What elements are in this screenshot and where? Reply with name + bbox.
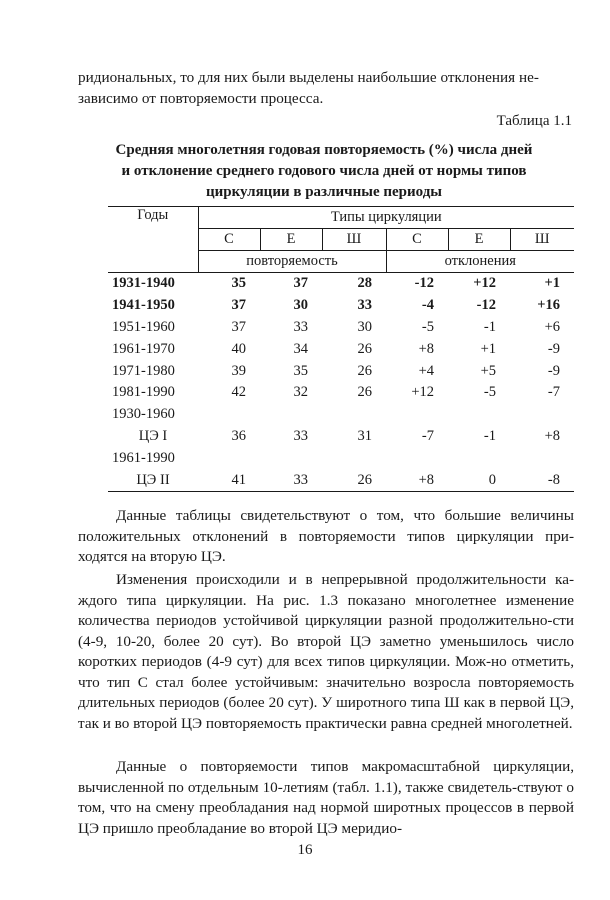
table-title-line-1: Средняя многолетняя годовая повторяемость (%) числа дней	[115, 142, 533, 158]
table-title-line-3: циркуляции в различные периоды	[205, 184, 443, 200]
table-cell: +8	[544, 427, 560, 444]
table-cell: 26	[322, 469, 386, 491]
table-cell: -1	[483, 427, 496, 444]
row-year: 1931-1940	[112, 275, 175, 292]
table-row	[108, 317, 574, 339]
table-row	[108, 404, 574, 426]
table-cell: 37	[231, 318, 246, 335]
header-type: Е	[260, 229, 322, 251]
table-cell: 26	[357, 340, 372, 357]
header-type: С	[198, 229, 260, 251]
row-epoch-label: ЦЭ I	[138, 427, 168, 444]
table-cell: +6	[544, 318, 560, 335]
table-cell: 26	[357, 384, 372, 401]
table-cell: -9	[547, 362, 560, 379]
table-cell: +8	[386, 469, 448, 491]
table-cell: +1	[544, 275, 560, 292]
table-row	[108, 295, 574, 317]
header-type: Е	[448, 229, 510, 251]
paragraph-2: Изменения происходили и в непрерывной продолжительности ка-ждого типа циркуляции. На рис. 1.3 показано многолетнее изменение количества периодов устойчивой циркуляции разной продолжительно-сти (4-9, 10-20, более 20 сут). Во второй ЦЭ заметно уменьшилось число коротких периодов (4-9 сут) для всех типов циркуляции. Мож-но отметить, что тип С стал более устойчивым: значительно возросла повторяемость длительных периодов (более 20 сут). У широтного типа Ш как в первой ЦЭ, так и во второй ЦЭ повторяемость практически равна средней многолетней.	[78, 571, 574, 732]
header-circulation-types: Типы циркуляции	[198, 207, 574, 229]
header-frequency: повторяемость	[198, 251, 386, 273]
table-row	[108, 273, 574, 295]
table-cell: 35	[293, 362, 308, 379]
circulation-table	[108, 206, 574, 492]
table-cell: +16	[537, 297, 560, 314]
table-cell: -9	[547, 340, 560, 357]
table-row	[108, 469, 574, 491]
table-cell: 33	[293, 427, 308, 444]
table-cell: -12	[476, 297, 496, 314]
table-cell: +12	[411, 384, 434, 401]
table-row	[108, 360, 574, 382]
table-cell: -5	[421, 318, 434, 335]
table-cell: +8	[418, 340, 434, 357]
row-year: 1961-1970	[112, 340, 175, 357]
header-deviations: отклонения	[386, 251, 574, 273]
paragraph-1: Данные таблицы свидетельствуют о том, что большие величины положительных отклонений в повторяемости типов циркуляции при-ходятся на вторую ЦЭ.	[78, 507, 574, 565]
table-cell: 33	[293, 318, 308, 335]
row-year: 1981-1990	[112, 384, 175, 401]
table-cell: 30	[357, 318, 372, 335]
header-type: Ш	[322, 229, 386, 251]
table-label: Таблица 1.1	[496, 113, 572, 129]
table-cell: 33	[260, 469, 322, 491]
table-cell: 37	[231, 297, 246, 314]
table-cell: -1	[483, 318, 496, 335]
table-cell: -7	[421, 427, 434, 444]
table-cell: +1	[480, 340, 496, 357]
table-cell: 40	[231, 340, 246, 357]
table-cell: -5	[483, 384, 496, 401]
table-cell: 42	[231, 384, 246, 401]
table-cell: -4	[421, 297, 434, 314]
table-row	[108, 447, 574, 469]
paragraph-intro-line-2: зависимо от повторяемости процесса.	[78, 89, 324, 107]
table-cell: 33	[357, 297, 372, 314]
table-row	[108, 382, 574, 404]
table-cell: -8	[510, 469, 574, 491]
table-cell: 26	[357, 362, 372, 379]
table-cell: +4	[418, 362, 434, 379]
table-cell: 32	[293, 384, 308, 401]
paragraph-intro	[78, 68, 574, 109]
table-cell: 36	[231, 427, 246, 444]
table-cell: 37	[293, 275, 308, 292]
table-title	[68, 140, 580, 203]
header-type: С	[386, 229, 448, 251]
page-number: 16	[297, 842, 313, 858]
table-cell: +5	[480, 362, 496, 379]
row-epoch-label: ЦЭ II	[108, 469, 198, 491]
header-type: Ш	[510, 229, 574, 251]
table-row	[108, 426, 574, 448]
table-cell: 41	[198, 469, 260, 491]
table-cell: 31	[357, 427, 372, 444]
table-cell: 30	[293, 297, 308, 314]
table-cell: 35	[231, 275, 246, 292]
header-years: Годы	[108, 207, 198, 273]
table-cell: 39	[231, 362, 246, 379]
row-year: 1941-1950	[112, 297, 175, 314]
row-year: 1961-1990	[112, 449, 175, 466]
row-year: 1951-1960	[112, 318, 175, 335]
table-cell: 28	[357, 275, 372, 292]
paragraph-3: Данные о повторяемости типов макромасштабной циркуляции, вычисленной по отдельным 10-летиям (табл. 1.1), также свидетель-ствуют о том, что на смену преобладания над нормой широтных процессов в первой ЦЭ пришло преобладание во второй ЦЭ меридио-	[78, 758, 574, 837]
table-cell: 0	[448, 469, 510, 491]
table-cell: -7	[547, 384, 560, 401]
row-year: 1930-1960	[112, 406, 175, 423]
table-title-line-2: и отклонение среднего годового числа дней от нормы типов	[121, 163, 527, 179]
row-year: 1971-1980	[112, 362, 175, 379]
table-cell: -12	[414, 275, 434, 292]
table-cell: +12	[473, 275, 496, 292]
paragraph-intro-line-1: ридиональных, то для них были выделены наибольшие отклонения не-	[78, 69, 539, 86]
table-row	[108, 338, 574, 360]
table-cell: 34	[293, 340, 308, 357]
